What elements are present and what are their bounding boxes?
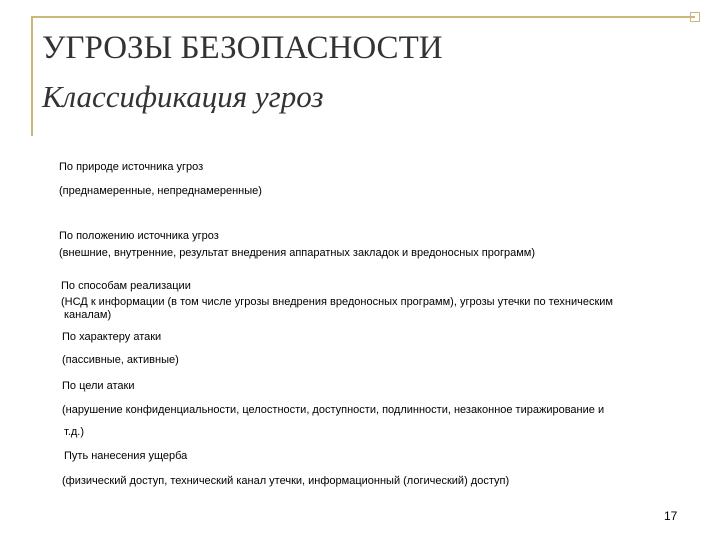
category-attack-goal-values-cont: т.д.) <box>64 426 85 438</box>
decorative-corner-square <box>690 12 700 22</box>
category-attack-goal: По цели атаки <box>62 380 135 392</box>
slide-subtitle: Классификация угроз <box>42 79 324 114</box>
category-damage-path-values: (физический доступ, технический канал утечки, информационный (логический) доступ) <box>62 475 510 487</box>
category-implementation-methods-values: (НСД к информации (в том числе угрозы внедрения вредоносных программ), угрозы утечки по техническим <box>61 296 613 308</box>
decorative-vertical-line <box>31 16 33 136</box>
category-attack-nature-values: (пассивные, активные) <box>62 354 179 366</box>
page-number: 17 <box>664 509 678 523</box>
category-nature-source: По природе источника угроз <box>59 161 204 173</box>
slide-title: УГРОЗЫ БЕЗОПАСНОСТИ <box>42 30 443 66</box>
category-attack-nature: По характеру атаки <box>62 331 162 343</box>
category-attack-goal-values: (нарушение конфиденциальности, целостности, доступности, подлинности, незаконное тиражирование и <box>62 404 605 416</box>
category-source-position-values: (внешние, внутренние, результат внедрения аппаратных закладок и вредоносных программ) <box>59 247 536 259</box>
category-implementation-methods-values-cont: каналам) <box>64 309 112 321</box>
category-source-position: По положению источника угроз <box>59 230 219 242</box>
category-damage-path: Путь нанесения ущерба <box>64 450 188 462</box>
category-nature-source-values: (преднамеренные, непреднамеренные) <box>59 185 262 197</box>
decorative-horizontal-line <box>31 16 695 18</box>
category-implementation-methods: По способам реализации <box>61 280 191 292</box>
